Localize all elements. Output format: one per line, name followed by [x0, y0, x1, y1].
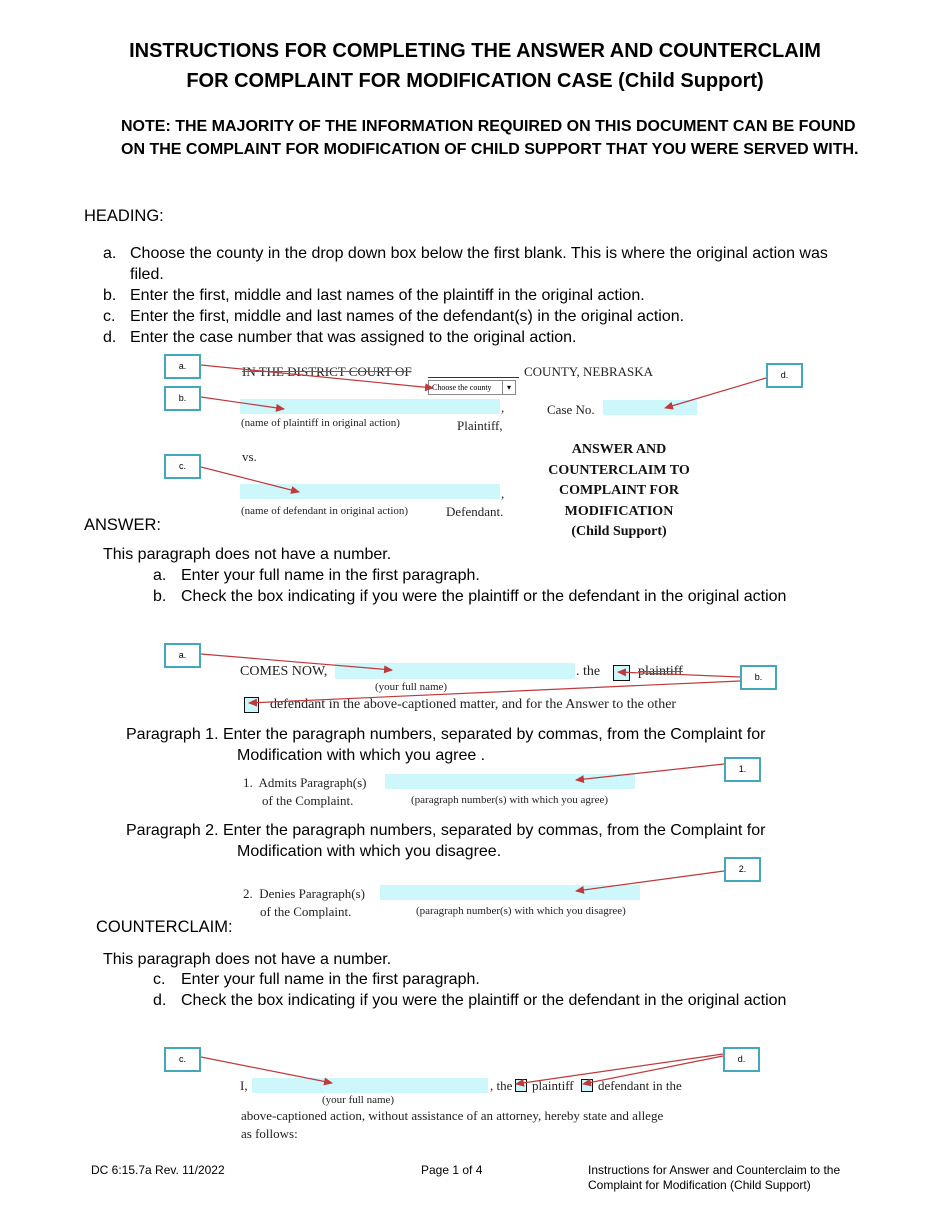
defendant-label: Defendant.: [446, 504, 504, 519]
title-line-1: INSTRUCTIONS FOR COMPLETING THE ANSWER AND COUNTERCLAIM: [129, 40, 821, 62]
list-item: d. Check the box indicating if you were the plaintiff or the defendant in the original action: [153, 992, 787, 1009]
case-no-label: Case No.: [547, 402, 595, 417]
chevron-down-icon: ▾: [502, 381, 515, 394]
disagree-caption: (paragraph number(s) with which you disagree): [416, 905, 626, 917]
comes-now-label: COMES NOW,: [240, 664, 328, 679]
arrow-c-to-full-name: [201, 1057, 332, 1083]
comma: ,: [501, 486, 505, 501]
agree-caption: (paragraph number(s) with which you agree): [411, 794, 609, 806]
plaintiff-label: plaintiff: [638, 664, 683, 679]
doc-title-block: ANSWER AND COUNTERCLAIM TO COMPLAINT FOR MODIFICATION (Child Support): [548, 442, 690, 539]
denies-sub: of the Complaint.: [260, 904, 352, 919]
plaintiff-label: plaintiff: [532, 1078, 574, 1093]
list-item: a. Choose the county in the drop down box below the first blank. This is where the original action was filed.: [103, 245, 828, 283]
list-item: c. Enter your full name in the first paragraph.: [153, 971, 480, 988]
callout-a: a.: [164, 354, 201, 379]
comma: ,: [501, 400, 505, 415]
arrow-b-to-defendant-box: [249, 681, 740, 703]
county-suffix: COUNTY, NEBRASKA: [524, 364, 654, 379]
plaintiff-label: Plaintiff,: [457, 418, 503, 433]
i-label: I,: [240, 1078, 248, 1093]
admits-sub: of the Complaint.: [262, 793, 354, 808]
arrow-b-to-plaintiff: [201, 397, 284, 409]
list-item: d. Enter the case number that was assigned to the original action.: [103, 329, 577, 346]
arrow-d-to-defendant-box: [583, 1056, 723, 1084]
the-label: , the: [490, 1078, 513, 1093]
heading-label: HEADING:: [84, 207, 164, 225]
arrow-a-to-county: [201, 365, 433, 388]
arrow-a-to-full-name: [201, 654, 392, 670]
paragraph-2-line-2: Modification with which you disagree.: [237, 843, 502, 860]
defendant-caption: (name of defendant in original action): [241, 505, 409, 517]
your-full-name-caption: (your full name): [322, 1094, 395, 1106]
answer-label: ANSWER:: [84, 516, 162, 534]
callout-a: a.: [164, 643, 201, 668]
arrow-c-to-defendant: [201, 467, 299, 492]
callout-2: 2.: [724, 857, 761, 882]
callout-c: c.: [164, 1047, 201, 1072]
note: NOTE: THE MAJORITY OF THE INFORMATION REQUIRED ON THIS DOCUMENT CAN BE FOUND ON THE COMPLAINT FOR MODIFICATION OF CHILD SUPPORT THAT YOU WERE SERVED WITH.: [121, 118, 859, 158]
admits-label: 1. Admits Paragraph(s): [243, 775, 367, 790]
arrow-d-to-plaintiff-box: [516, 1054, 723, 1084]
callout-d: d.: [766, 363, 803, 388]
plaintiff-caption: (name of plaintiff in original action): [241, 417, 400, 429]
counterclaim-line-2: above-captioned action, without assistance of an attorney, hereby state and allege: [241, 1108, 664, 1123]
footer-form-id: DC 6:15.7a Rev. 11/2022: [91, 1163, 225, 1177]
vs-label: vs.: [242, 449, 257, 464]
footer-description: Instructions for Answer and Counterclaim to the Complaint for Modification (Child Support): [588, 1163, 841, 1192]
footer-page-number: Page 1 of 4: [421, 1163, 483, 1177]
list-item: b. Enter the first, middle and last names of the plaintiff in the original action.: [103, 287, 645, 304]
arrow-b-to-plaintiff-box: [618, 672, 740, 677]
list-item: b. Check the box indicating if you were the plaintiff or the defendant in the original action: [153, 588, 787, 605]
answer-intro: This paragraph does not have a number.: [103, 546, 392, 563]
your-full-name-caption: (your full name): [375, 681, 448, 693]
defendant-label: defendant in the: [598, 1078, 682, 1093]
list-item: a. Enter your full name in the first paragraph.: [153, 567, 480, 584]
list-item: c. Enter the first, middle and last names of the defendant(s) in the original action.: [103, 308, 685, 325]
court-prefix: IN THE DISTRICT COURT OF: [242, 364, 412, 379]
denies-label: 2. Denies Paragraph(s): [243, 886, 366, 901]
arrow-2-to-disagree-field: [576, 871, 724, 891]
counterclaim-label: COUNTERCLAIM:: [96, 918, 233, 936]
callout-b: b.: [164, 386, 201, 411]
paragraph-2-line-1: Paragraph 2. Enter the paragraph numbers, separated by commas, from the Complaint for: [126, 822, 766, 839]
callout-c: c.: [164, 454, 201, 479]
arrow-d-to-case-number: [665, 378, 766, 408]
counterclaim-intro: This paragraph does not have a number.: [103, 951, 392, 968]
callout-1: 1.: [724, 757, 761, 782]
the-label: . the: [576, 664, 601, 679]
title-line-2: FOR COMPLAINT FOR MODIFICATION CASE (Child Support): [186, 70, 764, 92]
defendant-line: defendant in the above-captioned matter, and for the Answer to the other: [270, 697, 677, 712]
callout-b: b.: [740, 665, 777, 690]
paragraph-1-line-2: Modification with which you agree .: [237, 747, 486, 764]
county-dropdown[interactable]: Choose the county ▾: [428, 380, 516, 395]
counterclaim-line-3: as follows:: [241, 1126, 298, 1141]
paragraph-1-line-1: Paragraph 1. Enter the paragraph numbers, separated by commas, from the Complaint for: [126, 726, 766, 743]
callout-d: d.: [723, 1047, 760, 1072]
arrow-1-to-agree-field: [576, 764, 724, 780]
